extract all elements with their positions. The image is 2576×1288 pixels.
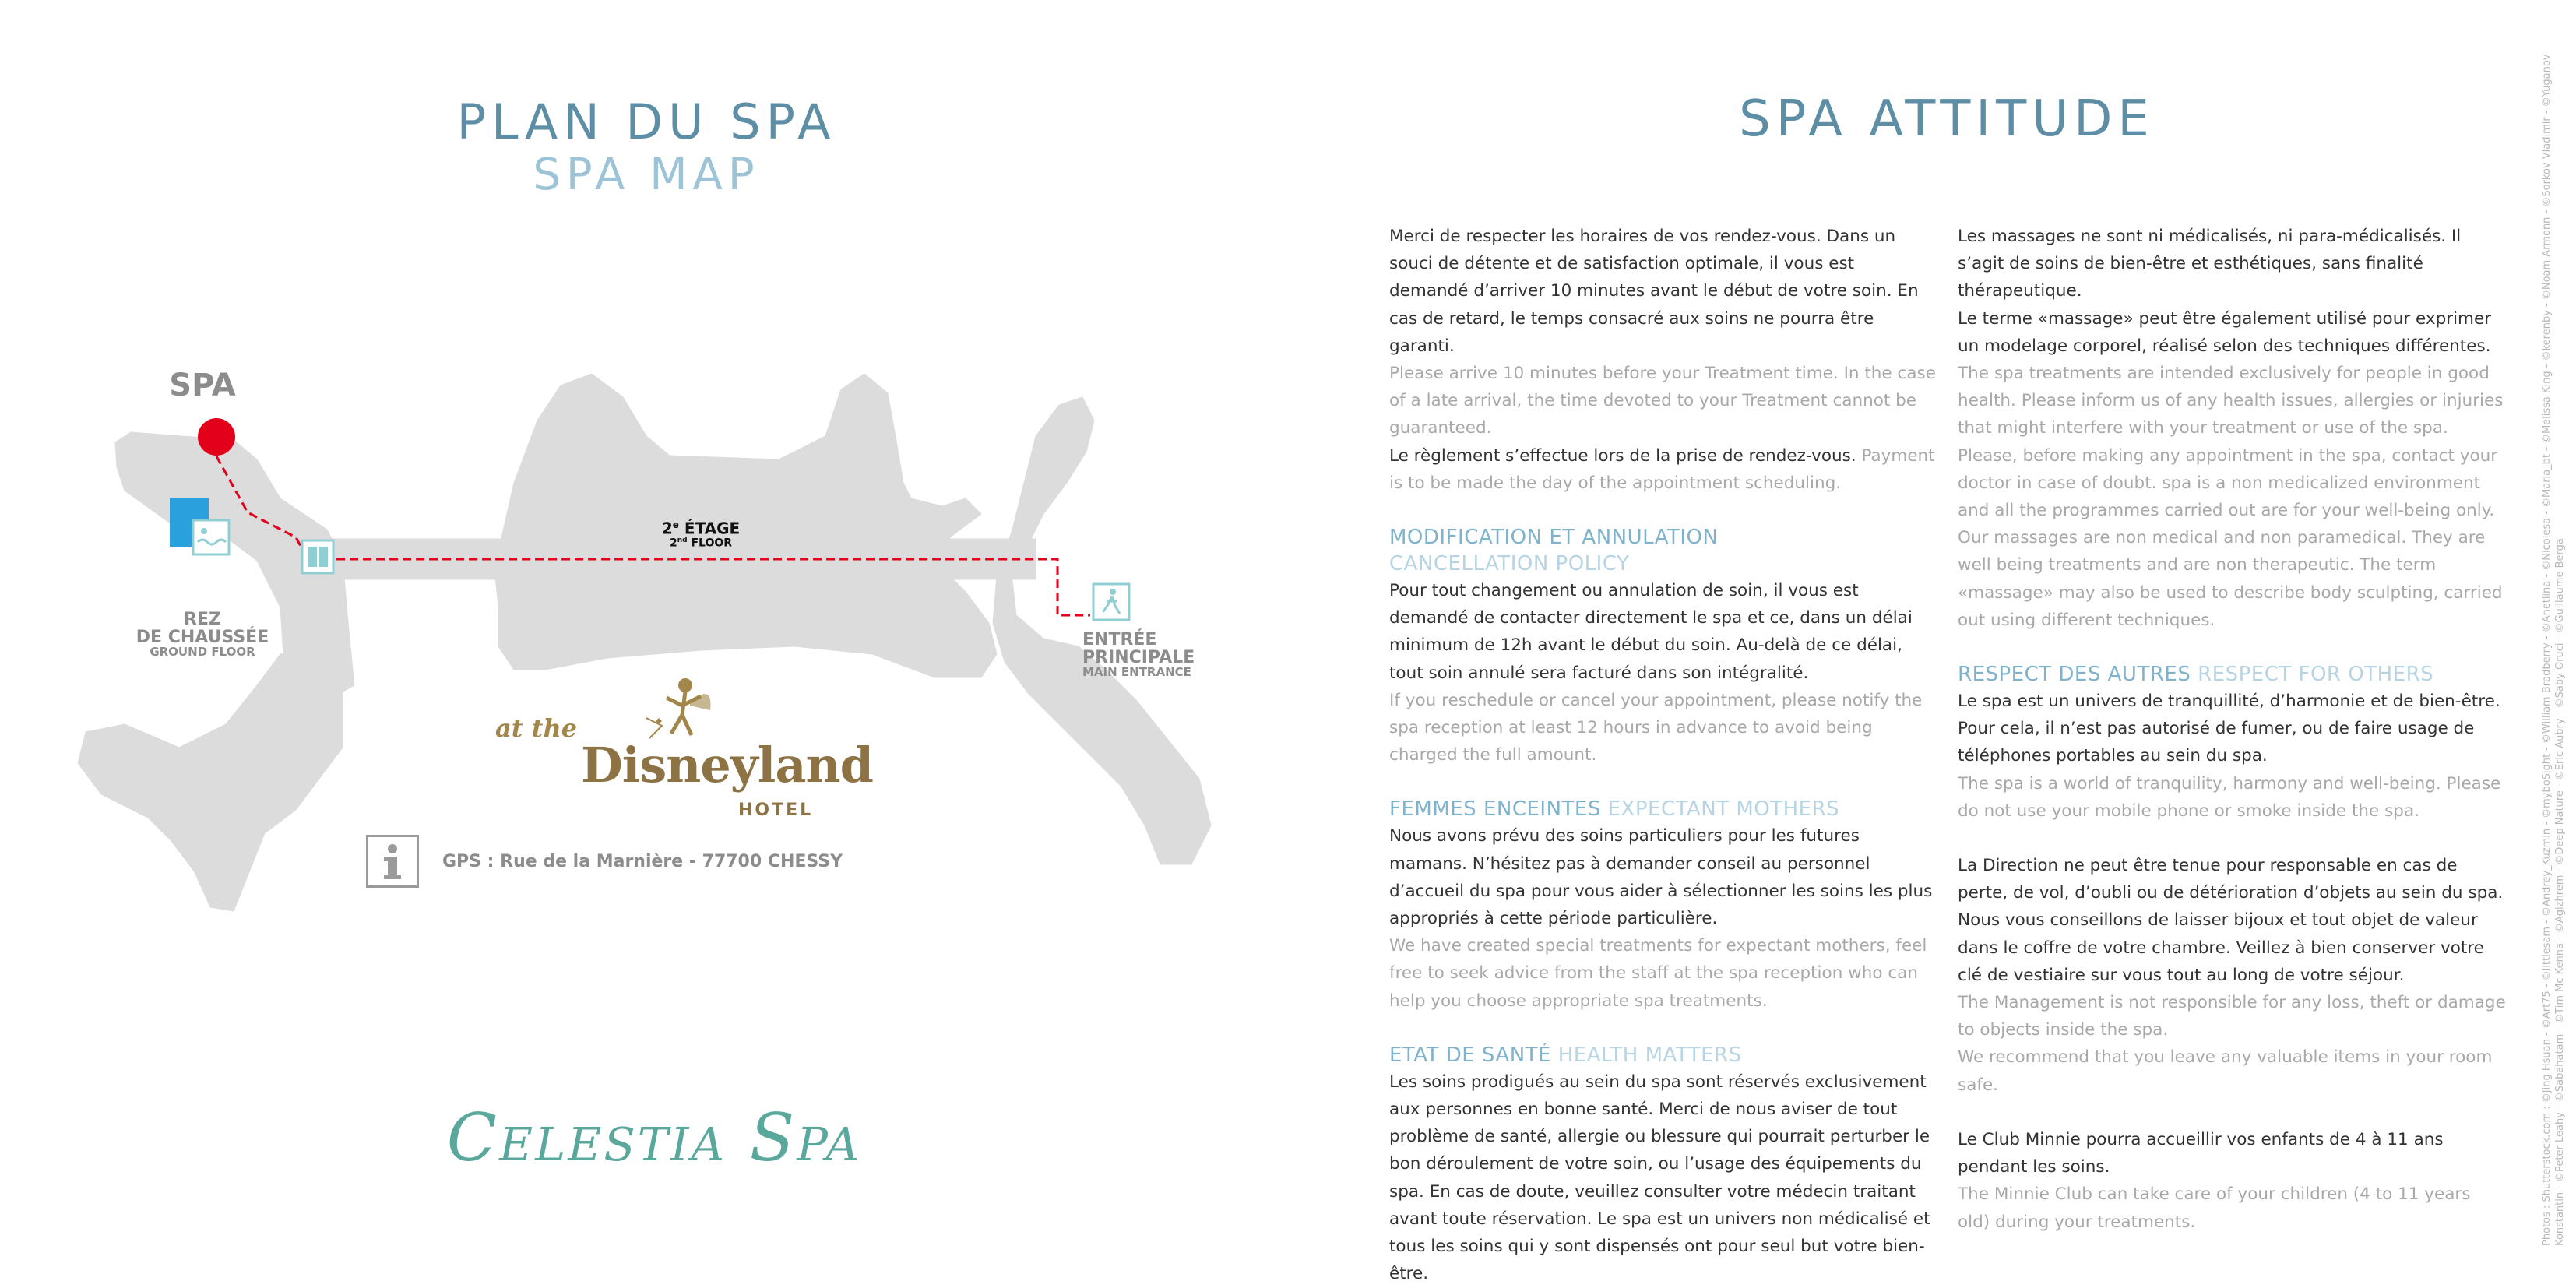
elevator-icon — [302, 540, 333, 573]
info-icon — [366, 835, 419, 888]
minnie-club-fr: Le Club Minnie pourra accueillir vos enfants de 4 à 11 ans pendant les soins. — [1958, 1129, 2444, 1177]
cancellation-heading-en: CANCELLATION POLICY — [1389, 552, 1630, 576]
disneyland-hotel-logo — [495, 674, 873, 830]
expectant-heading-fr: FEMMES ENCEINTES — [1389, 797, 1601, 822]
massage-en: Our massages are non medical and non paramedical. They are well being treatments and are non therapeutic. The term «massage» may also be used to describe body sculpting, carried out using different techniques. — [1958, 528, 2503, 630]
logo-hotel: HOTEL — [738, 801, 814, 820]
respect-fr-1: Le spa est un univers de tranquillité, d’harmonie et de bien-être. — [1958, 692, 2500, 712]
photo-credits — [2540, 31, 2568, 1246]
logo-at-the: at the — [495, 713, 578, 743]
gps-address: GPS : Rue de la Marnière - 77700 CHESSY — [442, 852, 843, 871]
respect-fr-2: Pour cela, il n’est pas autorisé de fumer, ou de faire usage de téléphones portables au sein du spa. — [1958, 719, 2475, 766]
cancellation-fr: Pour tout changement ou annulation de soin, il vous est demandé de contacter directement le spa et ce, dans un délai minimum de 12h avant le début du soin. Au-delà de ce délai, tout soin annulé sera facturé dans son intégralité. — [1389, 581, 1913, 683]
entrance-line1: ENTRÉE — [1082, 630, 1157, 649]
spa-marker-icon — [198, 418, 235, 456]
floor-label-en: 2nd FLOOR — [669, 536, 733, 550]
floor-label-fr: 2e ÉTAGE — [661, 519, 741, 538]
celestia-spa-logo: Celestia Spa — [446, 1100, 862, 1176]
entrance-line2: PRINCIPALE — [1082, 648, 1195, 668]
entrance-en: MAIN ENTRANCE — [1082, 665, 1191, 680]
logo-brand: Disneyland — [581, 737, 873, 794]
health-heading-en: HEALTH MATTERS — [1550, 1043, 1742, 1067]
health-heading-fr: ETAT DE SANTÉ — [1389, 1043, 1551, 1067]
liability-en-1: The Management is not responsible for any loss, theft or damage to objects inside the spa. — [1958, 993, 2506, 1040]
plan-title: PLAN DU SPA — [456, 93, 836, 150]
massage-fr-1: Les massages ne sont ni médicalisés, ni para-médicalisés. Il s’agit de soins de bien-être et esthétiques, sans finalité thérapeutique. — [1958, 227, 2462, 301]
payment-fr: Le règlement s’effectue lors de la prise de rendez-vous. — [1389, 445, 1856, 466]
cancellation-heading-fr: MODIFICATION ET ANNULATION — [1389, 526, 1719, 550]
liability-fr-2: Nous vous conseillons de laisser bijoux et tout objet de valeur dans le coffre de votre chambre. Veillez à bien conserver votre clé de vestiaire sur vous tout au long de votre séjour. — [1958, 910, 2484, 985]
payment-paragraph — [1389, 442, 1937, 497]
liability-fr-1: La Direction ne peut être tenue pour responsable en cas de perte, de vol, d’oubli ou de détérioration d’objets au sein du spa. — [1958, 856, 2504, 903]
text-column-1 — [1389, 223, 1937, 1288]
spa-attitude-title: SPA ATTITUDE — [1739, 90, 2155, 148]
payment-en: Payment is to be made the day of the appointment scheduling. — [1389, 445, 1935, 493]
ground-floor-en: GROUND FLOOR — [150, 645, 255, 660]
main-entrance-label — [1082, 631, 1215, 679]
ground-floor-line2: DE CHAUSSÉE — [135, 628, 269, 648]
floor-label — [623, 520, 779, 549]
entrance-person-icon — [1093, 584, 1129, 620]
liability-en-2: We recommend that you leave any valuable items in your room safe. — [1958, 1047, 2493, 1095]
cancellation-en: If you reschedule or cancel your appointment, please notify the spa reception at least 12 hours in advance to avoid being charged the full amount. — [1389, 690, 1923, 765]
ground-floor-label — [125, 611, 280, 659]
arrival-en: Please arrive 10 minutes before your Treatment time. In the case of a late arrival, the time devoted to your Treatment cannot be guaranteed. — [1389, 364, 1936, 438]
respect-heading-fr: RESPECT DES AUTRES — [1958, 663, 2191, 687]
map-subtitle: SPA MAP — [533, 150, 760, 200]
respect-heading — [1958, 661, 2506, 688]
respect-heading-en: RESPECT FOR OTHERS — [2191, 663, 2434, 687]
spa-label: SPA — [169, 368, 236, 403]
minnie-club-en: The Minnie Club can take care of your children (4 to 11 years old) during your treatments. — [1958, 1184, 2471, 1232]
ground-floor-line1: REZ — [184, 610, 221, 629]
health-heading — [1389, 1042, 1937, 1068]
arrival-fr: Merci de respecter les horaires de vos rendez-vous. Dans un souci de détente et de satisfaction optimale, il vous est demandé d’arriver 10 minutes avant le début de votre soin. En cas de retard, le temps consacré aux soins ne pourra être garanti. — [1389, 227, 1919, 356]
photo-credits-text: Photos : Shutterstock.com : ©Jing Hsuan - ©Art75 - ©littlesam - ©Andrey_Kuzmin - ©myboSight - ©William Bradberry - ©Anetlina - ©Nicolesa - ©Maria_bt - ©Melissa King - ©kerenby - ©Noam Armonn - ©Sorkov Vladimir - ©Yuganov Konstantin - ©Peter Leahy - ©Sabahatam - ©Tim Mc Kenna - ©Agizhrem - ©Deep Nature - ©Eric Aubry - ©Saby Oruci - ©Guillaume Berga — [2541, 54, 2566, 1246]
health-fr: Les soins prodigués au sein du spa sont réservés exclusivement aux personnes en bonne santé. Merci de nous aviser de tout problème de santé, allergie ou blessure qui pourrait perturber le bon déroulement de votre soin, ou l’usage des équipements du spa. En cas de doute, veuillez consulter votre médecin traitant avant toute réservation. Le spa est un univers non médicalisé et tous les soins qui y sont dispensés ont pour seul but votre bien-être. — [1389, 1072, 1930, 1284]
expectant-fr: Nous avons prévu des soins particuliers pour les futures mamans. N’hésitez pas à demander conseil au personnel d’accueil du spa pour vous aider à sélectionner les soins les plus appropriés à cette période particulière. — [1389, 826, 1933, 929]
expectant-heading-en: EXPECTANT MOTHERS — [1600, 797, 1840, 822]
expectant-en: We have created special treatments for expectant mothers, feel free to seek advice from the staff at the spa reception who can help you choose appropriate spa treatments. — [1389, 936, 1927, 1011]
respect-en: The spa is a world of tranquility, harmony and well-being. Please do not use your mobile phone or smoke inside the spa. — [1958, 773, 2501, 821]
text-column-2 — [1958, 223, 2506, 1236]
massage-fr-2: Le terme «massage» peut être également utilisé pour exprimer un modelage corporel, réalisé selon des techniques différentes. — [1958, 308, 2492, 356]
health-en: The spa treatments are intended exclusively for people in good health. Please inform us of any health issues, allergies or injuries that might interfere with your treatment or use of the spa. Please, before making any appointment in the spa, contact your doctor in case of doubt. spa is a non medicalized environment and all the programmes carried out are for your well-being only. — [1958, 364, 2504, 521]
expectant-mothers-heading — [1389, 796, 1937, 822]
